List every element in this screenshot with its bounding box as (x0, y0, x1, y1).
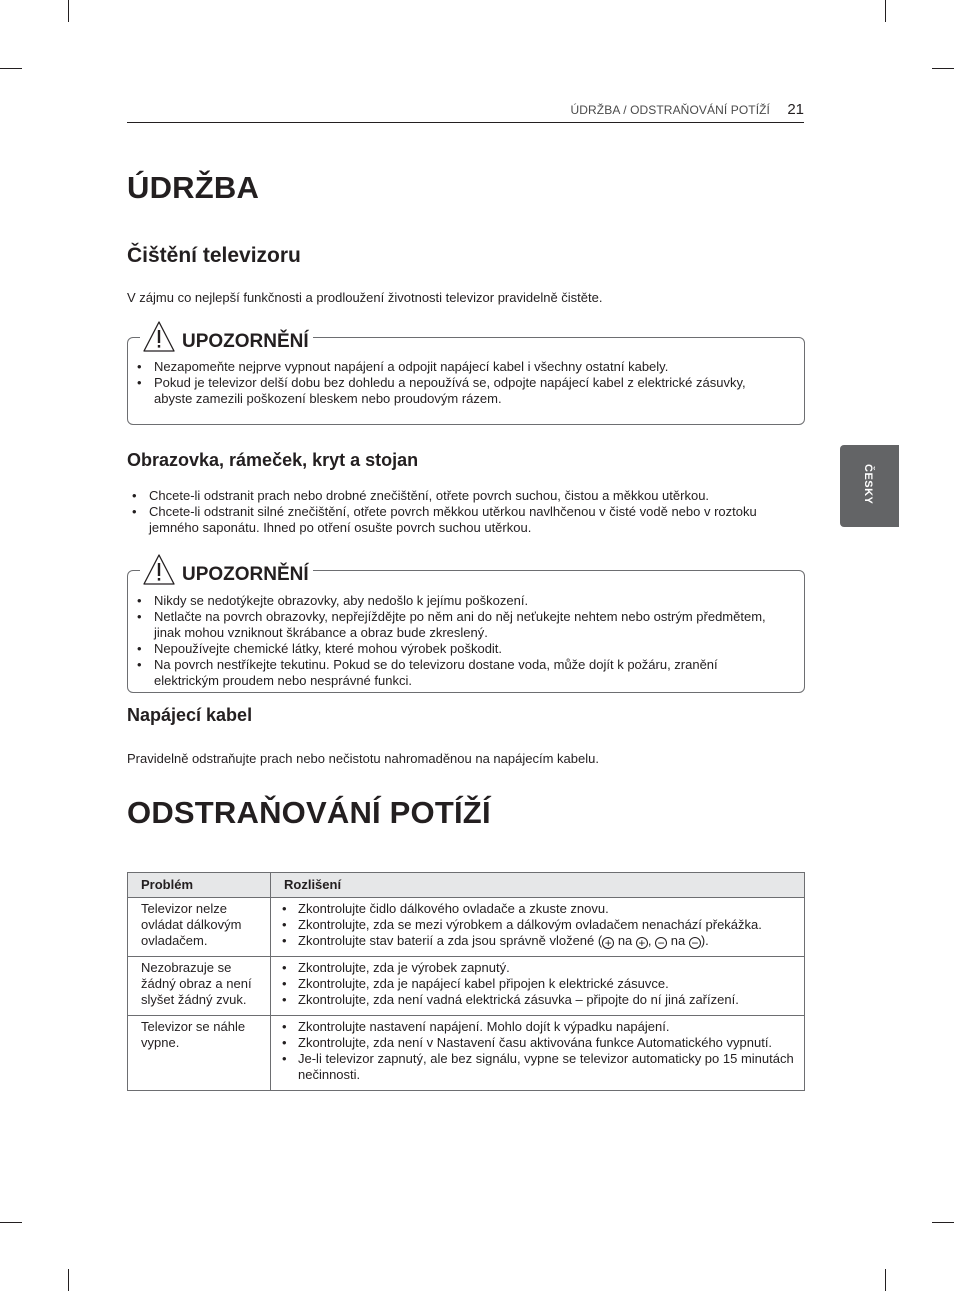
minus-circle-icon: − (689, 937, 701, 949)
plus-circle-icon: + (636, 937, 648, 949)
solution-list (298, 901, 794, 949)
column-header-problem: Problém (128, 873, 271, 898)
list-item: • Zkontrolujte nastavení napájení. Mohlo dojít k výpadku napájení. (298, 1019, 794, 1035)
screen-heading: Obrazovka, rámeček, kryt a stojan (127, 450, 419, 470)
column-header-solution: Rozlišení (271, 873, 805, 898)
cleaning-heading: Čištění televizoru (127, 244, 301, 267)
plus-circle-icon: + (602, 937, 614, 949)
minus-circle-icon: − (655, 937, 667, 949)
list-item: • Zkontrolujte, zda je výrobek zapnutý. (298, 960, 794, 976)
cable-heading: Napájecí kabel (127, 705, 253, 725)
problem-cell: Nezobrazuje se žádný obraz a není slyšet žádný zvuk. (128, 957, 271, 1016)
battery-text: , (647, 933, 656, 948)
table-row (128, 957, 805, 1016)
list-item: • Je-li televizor zapnutý, ale bez signálu, vypne se televizor automaticky po 15 minutách nečinnosti. (298, 1051, 794, 1083)
language-tab (840, 445, 899, 527)
list-item: • Pokud je televizor delší dobu bez dohledu a nepoužívá se, odpojte napájecí kabel z elektrické zásuvky, abyste zamezili poškození bleskem nebo proudovým rázem. (154, 375, 784, 407)
list-item: • Zkontrolujte, zda není vadná elektrická zásuvka – připojte do ní jiná zařízení. (298, 992, 794, 1008)
battery-text: ). (700, 933, 709, 948)
solution-cell (271, 957, 805, 1016)
cable-text: Pravidelně odstraňujte prach nebo nečistotu nahromaděnou na napájecím kabelu. (127, 751, 599, 766)
list-item: • Zkontrolujte čidlo dálkového ovladače a zkuste znovu. (298, 901, 794, 917)
battery-text: na (614, 933, 636, 948)
page-header (127, 100, 804, 123)
solution-list (298, 1019, 794, 1083)
list-item: • Chcete-li odstranit prach nebo drobné znečištění, otřete povrch suchou, čistou a měkkou utěrkou. (149, 488, 789, 504)
caution-list (154, 593, 784, 689)
caution-title (140, 318, 313, 354)
maintenance-title: ÚDRŽBA (127, 170, 260, 205)
caution-list (154, 359, 784, 407)
list-item: • Zkontrolujte, zda se mezi výrobkem a dálkovým ovladačem nenachází překážka. (298, 917, 794, 933)
crop-mark (0, 68, 22, 69)
running-title: ÚDRŽBA / ODSTRAŇOVÁNÍ POTÍŽÍ (570, 103, 770, 117)
list-item: • Chcete-li odstranit silné znečištění, otřete povrch měkkou utěrkou navlhčenou v čisté vodě nebo v roztoku jemného saponátu. Ihned po otření osušte povrch suchou utěrkou. (149, 504, 789, 536)
solution-list (298, 960, 794, 1008)
crop-mark (932, 1222, 954, 1223)
list-item: • Zkontrolujte, zda je napájecí kabel připojen k elektrické zásuvce. (298, 976, 794, 992)
crop-mark (68, 1269, 69, 1291)
screen-cleaning-list (149, 488, 789, 536)
list-item: • Na povrch nestříkejte tekutinu. Pokud se do televizoru dostane voda, může dojít k požáru, zranění elektrickým proudem nebo nesprávné funkci. (154, 657, 784, 689)
troubleshooting-table (127, 872, 805, 1091)
list-item: • Nepoužívejte chemické látky, které mohou výrobek poškodit. (154, 641, 784, 657)
caution-label: UPOZORNĚNÍ (182, 564, 309, 585)
troubleshooting-title: ODSTRAŇOVÁNÍ POTÍŽÍ (127, 795, 491, 830)
warning-triangle-icon (142, 320, 176, 354)
list-item (298, 933, 794, 949)
table-row (128, 1016, 805, 1091)
language-tab-label: ČESKY (862, 464, 874, 505)
table-header-row (128, 873, 805, 898)
battery-text: Zkontrolujte stav baterií a zda jsou správně vložené ( (298, 933, 603, 948)
list-item: • Nikdy se nedotýkejte obrazovky, aby nedošlo k jejímu poškození. (154, 593, 784, 609)
list-item: • Netlačte na povrch obrazovky, nepřejíždějte po něm ani do něj neťukejte nehtem nebo ostrým předmětem, jinak mohou vzniknout škrábance a obraz bude zkreslený. (154, 609, 784, 641)
battery-text: na (667, 933, 689, 948)
crop-mark (885, 1269, 886, 1291)
crop-mark (0, 1222, 22, 1223)
cleaning-intro: V zájmu co nejlepší funkčnosti a prodloužení životnosti televizor pravidelně čistěte. (127, 290, 603, 305)
caution-label: UPOZORNĚNÍ (182, 331, 309, 352)
problem-cell: Televizor se náhle vypne. (128, 1016, 271, 1091)
caution-box (127, 564, 805, 693)
list-item: • Zkontrolujte, zda není v Nastavení času aktivována funkce Automatického vypnutí. (298, 1035, 794, 1051)
list-item: • Nezapomeňte nejprve vypnout napájení a odpojit napájecí kabel i všechny ostatní kabely. (154, 359, 784, 375)
caution-box (127, 331, 805, 425)
page-number: 21 (787, 101, 804, 118)
crop-mark (68, 0, 69, 22)
table-row (128, 898, 805, 957)
problem-cell: Televizor nelze ovládat dálkovým ovladačem. (128, 898, 271, 957)
crop-mark (885, 0, 886, 22)
warning-triangle-icon (142, 553, 176, 587)
solution-cell (271, 1016, 805, 1091)
caution-title (140, 551, 313, 587)
crop-mark (932, 68, 954, 69)
solution-cell (271, 898, 805, 957)
